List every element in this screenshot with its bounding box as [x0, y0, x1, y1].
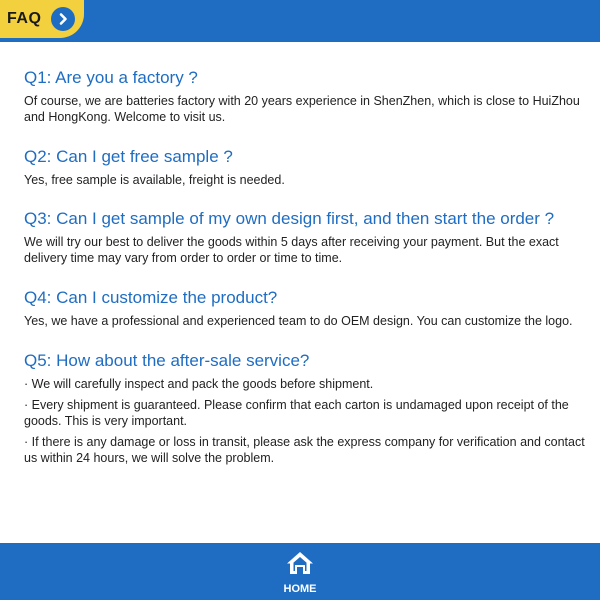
faq-answer: We will try our best to deliver the goods within 5 days after receiving your payment. But the exact delivery time may vary from order to order or time to time.	[24, 235, 559, 265]
faq-answer: Yes, free sample is available, freight is needed.	[24, 173, 285, 187]
faq-item-2	[24, 147, 586, 188]
chevron-right-icon	[51, 7, 75, 31]
faq-answer-bullet: · We will carefully inspect and pack the goods before shipment.	[24, 377, 374, 391]
faq-answer: Yes, we have a professional and experienced team to do OEM design. You can customize the logo.	[24, 314, 573, 328]
faq-question: Q2: Can I get free sample ?	[24, 147, 233, 166]
faq-question: Q5: How about the after-sale service?	[24, 351, 310, 370]
faq-item-1	[24, 68, 586, 125]
top-bar	[0, 0, 600, 42]
faq-question: Q1: Are you a factory ?	[24, 68, 198, 87]
home-label: HOME	[283, 583, 317, 595]
faq-list	[24, 68, 586, 488]
faq-item-4	[24, 288, 586, 329]
faq-answer-bullet: · Every shipment is guaranteed. Please confirm that each carton is undamaged upon receipt of the goods. This is very important.	[24, 398, 569, 428]
faq-tab[interactable]	[0, 0, 84, 38]
faq-tab-label: FAQ	[7, 10, 42, 27]
faq-item-5	[24, 351, 586, 466]
home-button[interactable]	[268, 550, 332, 596]
faq-answer-bullet: · If there is any damage or loss in transit, please ask the express company for verification and contact us within 24 hours, we will solve the problem.	[24, 435, 585, 465]
faq-answer: Of course, we are batteries factory with 20 years experience in ShenZhen, which is close to HuiZhou and HongKong. Welcome to visit us.	[24, 94, 580, 124]
faq-question: Q4: Can I customize the product?	[24, 288, 278, 307]
home-icon	[285, 550, 315, 581]
faq-question: Q3: Can I get sample of my own design first, and then start the order ?	[24, 209, 555, 228]
faq-item-3	[24, 209, 586, 266]
